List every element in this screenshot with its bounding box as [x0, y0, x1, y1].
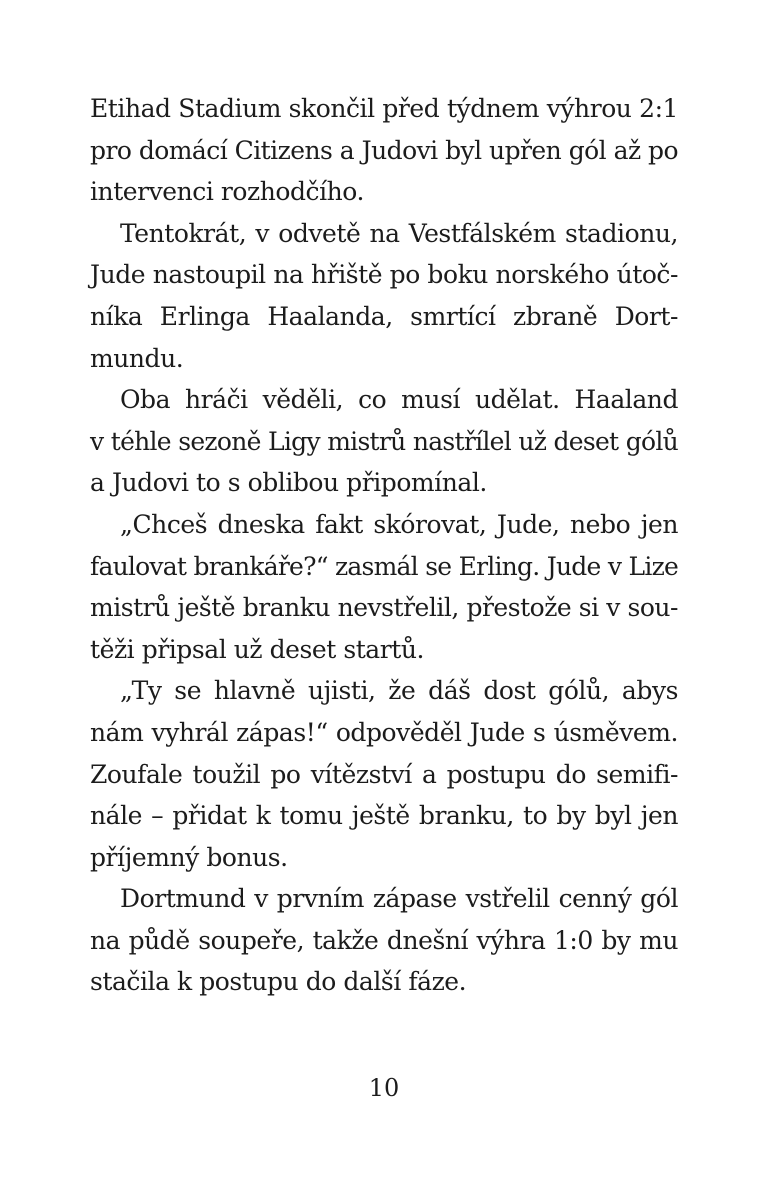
- text-line: Dortmund v prvním zápase vstřelil cenný gól: [120, 884, 678, 914]
- text-line: nále – přidat k tomu ještě branku, to by byl jen: [90, 801, 678, 831]
- text-line: stačila k postupu do další fáze.: [90, 967, 467, 997]
- text-line: Etihad Stadium skončil před týdnem výhrou 2:1: [90, 94, 678, 123]
- paragraph-2: [90, 213, 678, 379]
- text-line: „Ty se hlavně ujisti, že dáš dost gólů, abys: [120, 676, 678, 706]
- paragraph-3: [90, 379, 678, 504]
- text-line: nám vyhrál zápas!“ odpověděl Jude s úsměvem.: [90, 717, 678, 747]
- text-line: intervenci rozhodčího.: [90, 177, 364, 207]
- text-line: těži připsal už deset startů.: [90, 634, 424, 664]
- text-line: a Judovi to s oblibou připomínal.: [90, 468, 487, 498]
- text-line: Tentokrát, v odvetě na Vestfálském stadionu,: [120, 218, 678, 248]
- text-line: v téhle sezoně Ligy mistrů nastřílel už deset gólů: [90, 426, 678, 456]
- text-line: níka Erlinga Haalanda, smrtící zbraně Dort-: [90, 301, 678, 331]
- text-line: faulovat brankáře?“ zasmál se Erling. Jude v Lize: [90, 551, 678, 581]
- text-line: mundu.: [90, 343, 184, 373]
- text-line: mistrů ještě branku nevstřelil, přestože si v sou-: [90, 593, 678, 623]
- text-line: „Chceš dneska fakt skórovat, Jude, nebo jen: [120, 509, 678, 539]
- paragraph-1: [90, 88, 678, 213]
- page-number: 10: [368, 1074, 400, 1102]
- text-line: Zoufale toužil po vítězství a postupu do semifi-: [90, 759, 678, 789]
- text-line: příjemný bonus.: [90, 842, 288, 872]
- paragraph-6: [90, 878, 678, 1003]
- paragraph-4: [90, 504, 678, 670]
- text-line: na půdě soupeře, takže dnešní výhra 1:0 by mu: [90, 925, 678, 955]
- text-line: Oba hráči věděli, co musí udělat. Haaland: [120, 385, 678, 415]
- text-line: pro domácí Citizens a Judovi byl upřen gól až po: [90, 135, 678, 165]
- body-text: [90, 88, 678, 1003]
- paragraph-5: [90, 670, 678, 878]
- text-line: Jude nastoupil na hřiště po boku norského útoč-: [90, 260, 678, 290]
